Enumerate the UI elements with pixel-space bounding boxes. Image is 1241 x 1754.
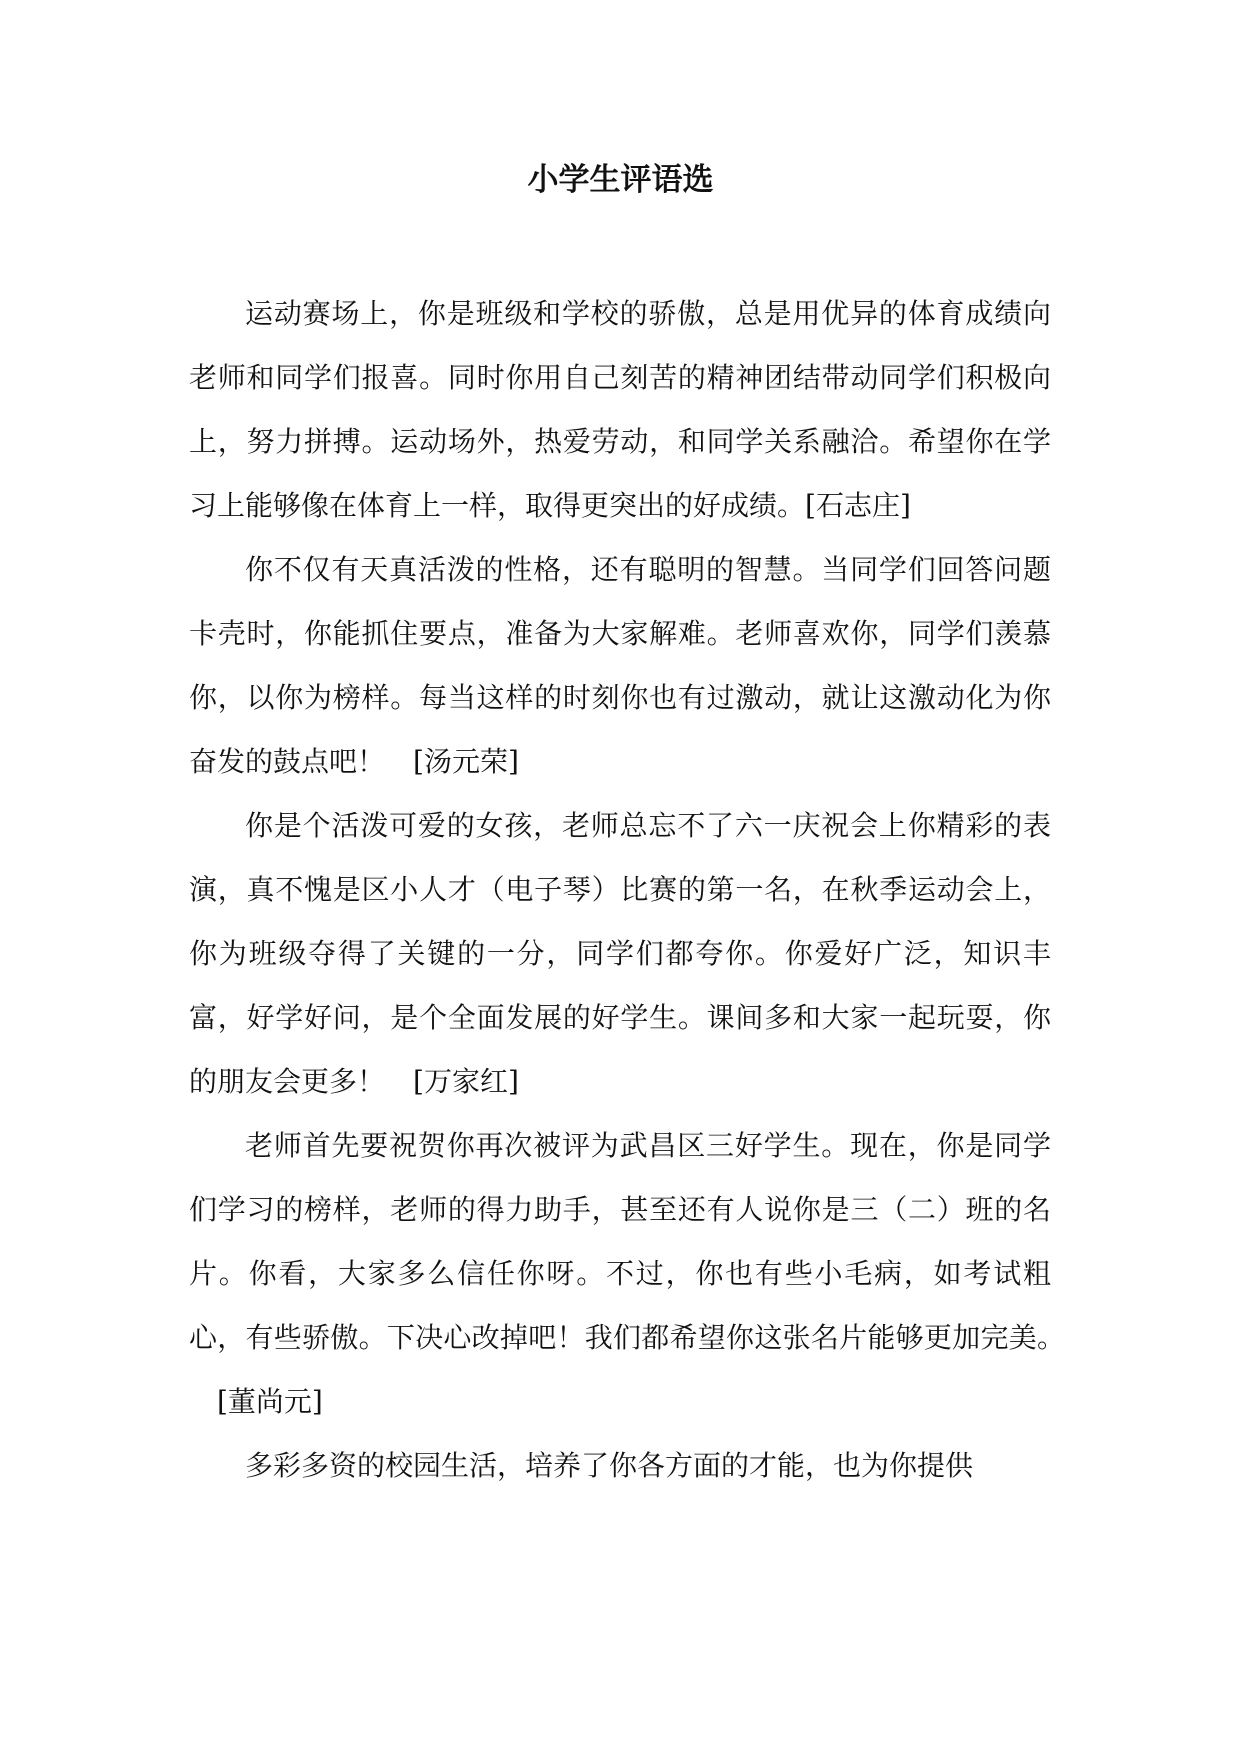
comment-paragraph-5	[189, 1434, 1051, 1498]
comment-author: [董尚元]	[189, 1385, 323, 1418]
comment-text: 多彩多资的校园生活，培养了你各方面的才能，也为你提供	[245, 1449, 974, 1482]
comment-paragraph-4	[189, 1114, 1051, 1434]
comment-paragraph-2	[189, 538, 1051, 794]
comment-author: [万家红]	[385, 1065, 519, 1098]
comment-author: [汤元荣]	[385, 745, 519, 778]
comment-paragraph-3	[189, 794, 1051, 1114]
comment-text: 运动赛场上，你是班级和学校的骄傲，总是用优异的体育成绩向老师和同学们报喜。同时你用自己刻苦的精神团结带动同学们积极向上，努力拼搏。运动场外，热爱劳动，和同学关系融洽。希望你在学习上能够像在体育上一样，取得更突出的好成绩。	[189, 297, 1051, 522]
comment-text: 你是个活泼可爱的女孩，老师总忘不了六一庆祝会上你精彩的表演，真不愧是区小人才（电子琴）比赛的第一名，在秋季运动会上，你为班级夺得了关键的一分，同学们都夸你。你爱好广泛，知识丰富，好学好问，是个全面发展的好学生。课间多和大家一起玩耍，你的朋友会更多！	[189, 809, 1051, 1098]
comment-paragraph-1	[189, 282, 1051, 538]
comment-author: [石志庄]	[805, 489, 911, 522]
document-title: 小学生评语选	[527, 162, 714, 198]
comment-text: 你不仅有天真活泼的性格，还有聪明的智慧。当同学们回答问题卡壳时，你能抓住要点，准备为大家解难。老师喜欢你，同学们羡慕你，以你为榜样。每当这样的时刻你也有过激动，就让这激动化为你奋发的鼓点吧！	[189, 553, 1051, 778]
document-body	[189, 282, 1051, 1498]
comment-text: 老师首先要祝贺你再次被评为武昌区三好学生。现在，你是同学们学习的榜样，老师的得力助手，甚至还有人说你是三（二）班的名片。你看，大家多么信任你呀。不过，你也有些小毛病，如考试粗心，有些骄傲。下决心改掉吧！我们都希望你这张名片能够更加完美。	[189, 1129, 1051, 1354]
